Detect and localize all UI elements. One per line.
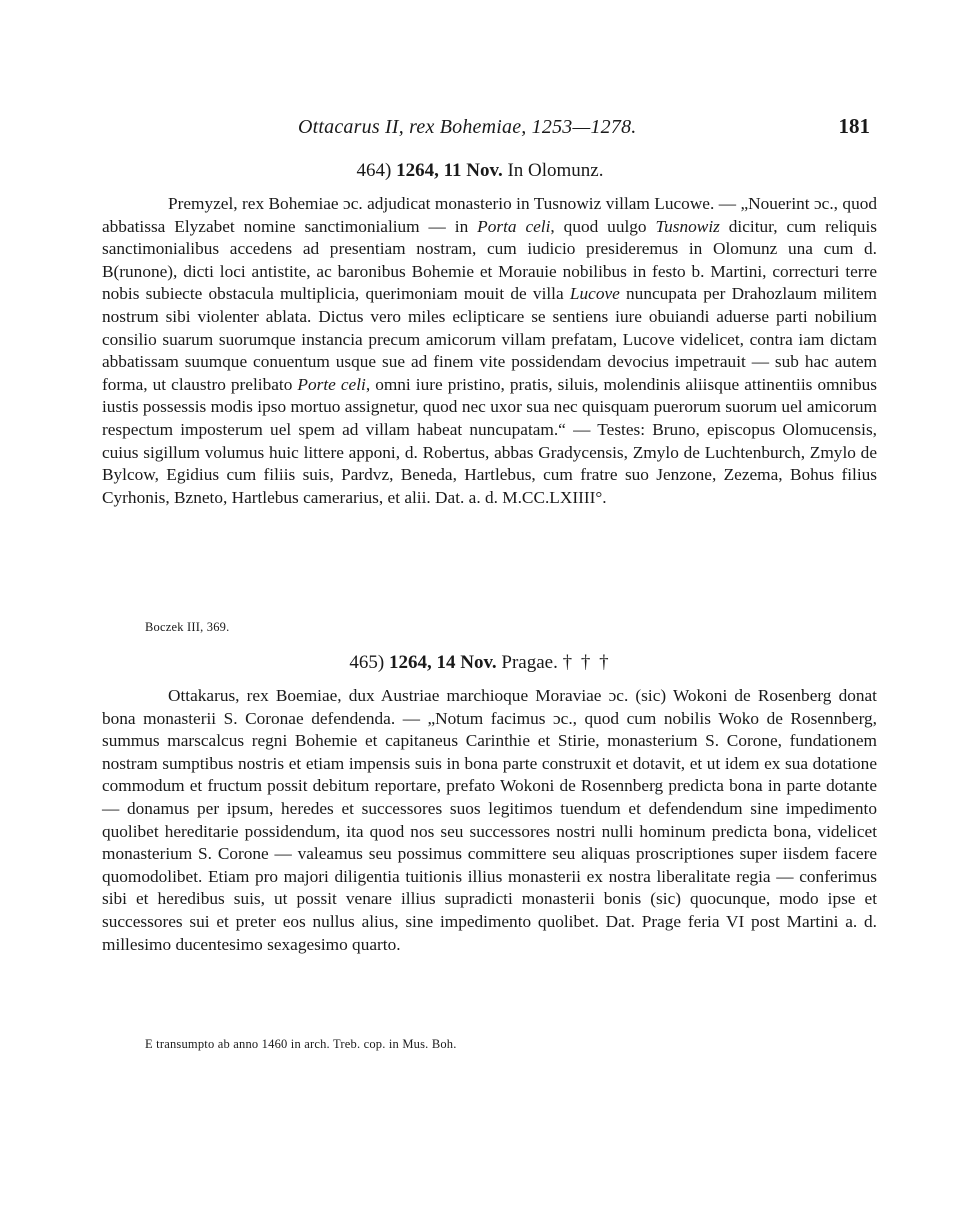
entry-number: 465) — [349, 652, 385, 673]
italic-term: Lucove — [569, 284, 620, 304]
entry-heading-464 — [0, 160, 960, 182]
entry-body-464 — [102, 193, 877, 509]
cross-marks: † † † — [562, 652, 611, 673]
entry-text: Premyzel, rex Bohemiae ɔc. adjudicat monasterio in Tusnowiz villam Lucowe. — „Nouerint ɔc., quod abbatissa Elyzabet nomine sanctimonialium — in Porta celi, quod uulgo Tusnowiz dicitur, cum reliquis sanctimonialibus accedens ad presentiam nostram, cum iudicio presideremus in Olomunz una cum d. B(runone), dicti loci antistite, ac baronibus Bohemie et Morauie nobilibus in festo b. Martini, correcturi terre nobis subiecte obstacula multiplicia, querimoniam mouit de villa Lucove nuncupata per Drahozlaum militem nostrum sibi violenter ablata. Dictus vero miles eclipticare se sentiens iure obuiandi aduerse parti nobilium consilio suarum suorumque instancia precum amicorum villam prefatam, Lucove videlicet, contra iam dictam abbatissam suumque conuentum usque sue ad finem vite possidendam devocius impetrauit — sub hac autem forma, ut claustro prelibato Porte celi, omni iure pristino, pratis, siluis, molendinis aliisque attinentiis omnibus iustis possessis modis ipso mortuo assignetur, quod nec uxor sua nec quisquam puerorum suorum uel amicorum respectum imposterum uel spem ad villam habeat nuncupatam.“ — Testes: Bruno, episcopus Olomucensis, cuius sigillum volumus huic littere apponi, d. Robertus, abbas Gradycensis, Zmylo de Luchtenburch, Zmylo de Bylcow, Egidius cum filiis suis, Pardvz, Beneda, Hartlebus, cum fratre suo Jenzone, Zezema, Bohus filius Cyrhonis, Bzneto, Hartlebus camerarius, et alii. Dat. a. d. M.CC.LXIIII°. — [102, 194, 877, 507]
source-citation-465: E transumpto ab anno 1460 in arch. Treb. cop. in Mus. Boh. — [145, 1037, 457, 1051]
italic-term: Porta celi — [477, 216, 551, 236]
entry-date: 1264, 11 Nov. — [396, 160, 503, 181]
entry-place: In Olomunz. — [507, 160, 604, 181]
page-header — [100, 114, 870, 148]
page-number: 181 — [838, 114, 870, 138]
entry-date: 1264, 14 Nov. — [388, 652, 497, 673]
entry-place: Pragae. — [501, 652, 558, 673]
entry-number: 464) — [356, 160, 392, 181]
entry-body-465 — [102, 685, 877, 956]
running-head: Ottacarus II, rex Bohemiae, 1253—1278. — [298, 116, 637, 138]
italic-term: Porte celi — [297, 374, 366, 394]
source-citation-464: Boczek III, 369. — [145, 620, 230, 634]
entry-text: Ottakarus, rex Boemiae, dux Austriae marchioque Moraviae ɔc. (sic) Wokoni de Rosenberg donat bona monasterii S. Coronae defendenda. — „Notum facimus ɔc., quod cum nobilis Woko de Rosennberg, summus marscalcus regni Bohemie et capitaneus Carinthie et Stirie, monasterium S. Corone, fundationem nostram sumptibus nostris et etiam impensis suis in bona parte construxit et dotavit, et ut idem ex sua dotatione commodum et fructum possit debitum reportare, prefato Wokoni de Rosennberg predicta bona in parte dotante — donamus per ipsum, heredes et successores suos legitimos tuendum et defendendum sine impedimento quolibet hereditarie possidendum, ita quod nos seu successores nostri nulli hominum predicta bona, videlicet monasterium S. Corone — valeamus seu possimus committere seu aliquas proscriptiones super iisdem facere quomodolibet. Etiam pro majori diligentia tuitionis illius monasterii ex nostra liberalitate regia — conferimus sibi et heredibus suis, ut possit venare illius supradicti monasterii bonis (sic) quocunque, modo ipse et successores sui et preter eos nullus alius, sine impedimento quolibet. Dat. Prage feria VI post Martini a. d. millesimo ducentesimo sexagesimo quarto. — [102, 686, 877, 954]
italic-term: Tusnowiz — [655, 216, 720, 236]
entry-heading-465 — [0, 652, 960, 674]
